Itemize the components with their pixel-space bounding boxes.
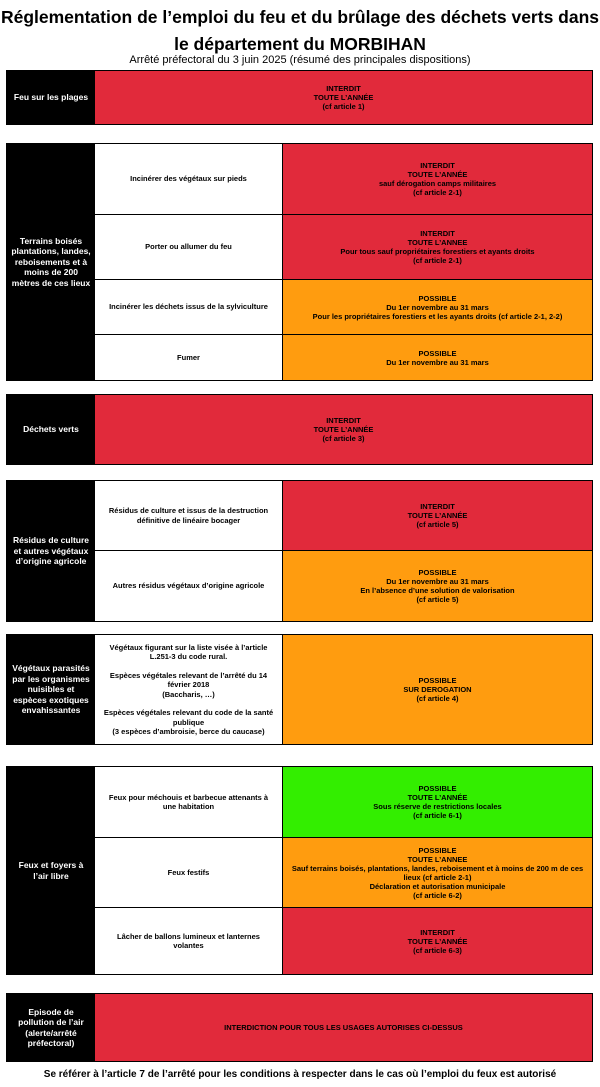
result-line: (cf article 2-1) — [413, 188, 462, 197]
result-line: POSSIBLE — [418, 293, 457, 303]
activity-cell: Lâcher de ballons lumineux et lanternes volantes — [95, 908, 283, 974]
result-line: TOUTE L’ANNEE — [407, 854, 468, 864]
result-line: TOUTE L’ANNÉE — [313, 425, 374, 434]
section-feux-foyers — [6, 766, 593, 975]
result-line: Pour les propriétaires forestiers et les ayants droits (cf article 2-1, 2-2) — [312, 311, 563, 321]
result-line: TOUTE L’ANNÉE — [407, 170, 468, 179]
result-line: (cf article 6-1) — [413, 811, 462, 820]
table-row — [95, 214, 592, 279]
section-label: Déchets verts — [7, 395, 95, 464]
result-line: Déclaration et autorisation municipale — [369, 881, 506, 891]
result-cell — [283, 551, 592, 621]
result-line: TOUTE L’ANNÉE — [313, 93, 374, 102]
table-row — [95, 334, 592, 380]
result-line: POSSIBLE — [418, 845, 457, 855]
result-cell — [283, 280, 592, 334]
section-terrains — [6, 143, 593, 381]
result-line: (cf article 4) — [416, 694, 459, 703]
table-row — [95, 767, 592, 837]
result-line: SUR DEROGATION — [403, 685, 472, 694]
section-label: Terrains boisés plantations, landes, reboisements et à moins de 200 mètres de ces lieux — [7, 144, 95, 380]
table-row — [95, 837, 592, 907]
section-label: Végétaux parasités par les organismes nuisibles et espèces exotiques envahissantes — [7, 635, 95, 744]
page-title-line1: Réglementation de l’emploi du feu et du brûlage des déchets verts dans — [0, 7, 600, 27]
result-cell — [283, 481, 592, 550]
result-cell — [283, 635, 592, 744]
result-line: Du 1er novembre au 31 mars — [386, 357, 489, 367]
result-line: (cf article 5) — [416, 520, 459, 529]
result-line: INTERDIT — [420, 927, 455, 937]
activity-line: Espèces végétales relevant de l’arrêté du 14 février 2018 — [109, 670, 268, 689]
result-cell — [283, 908, 592, 974]
result-line: TOUTE L’ANNEE — [407, 238, 468, 247]
activity-cell: Incinérer les déchets issus de la sylviculture — [95, 280, 283, 334]
activity-cell: Résidus de culture et issus de la destruction définitive de linéaire bocager — [95, 481, 283, 550]
table-row — [95, 481, 592, 550]
section-vegetaux-parasites — [6, 634, 593, 745]
table-row — [95, 144, 592, 214]
activity-cell — [95, 635, 283, 744]
result-line: (cf article 6-2) — [413, 890, 462, 900]
result-line: POSSIBLE — [418, 348, 457, 358]
result-line: (cf article 2-1) — [413, 256, 462, 265]
result-line: Pour tous sauf propriétaires forestiers et ayants droits — [340, 247, 535, 256]
result-line: Du 1er novembre au 31 mars — [386, 302, 489, 312]
result-line: sauf dérogation camps militaires — [378, 179, 497, 188]
result-line: INTERDIT — [420, 502, 455, 511]
result-line: (cf article 3) — [322, 434, 365, 443]
activity-line: Végétaux figurant sur la liste visée à l’article L.251-3 du code rural. — [109, 642, 268, 661]
result-cell — [95, 71, 592, 124]
result-cell — [283, 215, 592, 279]
activity-line: (Baccharis, …) — [162, 689, 215, 699]
section-label: Feu sur les plages — [7, 71, 95, 124]
table-row — [95, 279, 592, 334]
activity-cell: Feux pour méchouis et barbecue attenants à une habitation — [95, 767, 283, 837]
result-cell — [283, 838, 592, 907]
result-line: INTERDIT — [326, 84, 361, 93]
footer-note: Se référer à l’article 7 de l’arrêté pour les conditions à respecter dans le cas où l’emploi du feux est autorisé — [43, 1069, 557, 1080]
result-cell — [95, 395, 592, 464]
section-label: Feux et foyers à l’air libre — [7, 767, 95, 974]
result-line: POSSIBLE — [418, 784, 457, 793]
result-line: (cf article 5) — [416, 595, 459, 604]
section-plages — [6, 70, 593, 125]
result-line: INTERDICTION POUR TOUS LES USAGES AUTORISES CI-DESSUS — [224, 1023, 463, 1032]
page-subtitle: Arrêté préfectoral du 3 juin 2025 (résumé des principales dispositions) — [129, 54, 471, 66]
result-line: En l’absence d’une solution de valorisation — [360, 586, 515, 595]
result-line: TOUTE L’ANNÉE — [407, 793, 468, 802]
section-dechets-verts — [6, 394, 593, 465]
result-line: (cf article 1) — [322, 102, 365, 111]
result-line: Sauf terrains boisés, plantations, landes, reboisement et à moins de 200 m de ces lieux (cf article 2-1) — [291, 863, 584, 882]
activity-cell: Feux festifs — [95, 838, 283, 907]
result-line: INTERDIT — [420, 161, 455, 170]
section-residus — [6, 480, 593, 622]
result-line: POSSIBLE — [418, 676, 457, 685]
result-cell — [283, 767, 592, 837]
result-line: (cf article 6-3) — [413, 945, 462, 955]
section-label: Episode de pollution de l’air (alerte/arrêté préfectoral) — [7, 994, 95, 1061]
result-line: INTERDIT — [326, 416, 361, 425]
activity-line: (3 espèces d’ambroisie, berce du caucase) — [112, 727, 265, 736]
result-cell — [95, 994, 592, 1061]
result-line: INTERDIT — [420, 229, 455, 238]
activity-cell: Autres résidus végétaux d’origine agricole — [95, 551, 283, 621]
result-line: Sous réserve de restrictions locales — [373, 802, 502, 811]
result-cell — [283, 335, 592, 380]
result-line: POSSIBLE — [418, 568, 457, 577]
activity-cell: Fumer — [95, 335, 283, 380]
result-line: TOUTE L’ANNÉE — [407, 936, 468, 946]
header — [0, 0, 600, 67]
result-line: Du 1er novembre au 31 mars — [386, 577, 489, 586]
section-label: Résidus de culture et autres végétaux d’origine agricole — [7, 481, 95, 621]
table-row — [95, 907, 592, 974]
result-cell — [283, 144, 592, 214]
activity-cell: Incinérer des végétaux sur pieds — [95, 144, 283, 214]
activity-cell: Porter ou allumer du feu — [95, 215, 283, 279]
result-line: TOUTE L’ANNÉE — [407, 511, 468, 520]
section-pollution — [6, 993, 593, 1062]
table-row — [95, 550, 592, 621]
activity-line: Espèces végétales relevant du code de la santé publique — [103, 708, 274, 727]
page-title-line2: le département du MORBIHAN — [174, 34, 426, 54]
